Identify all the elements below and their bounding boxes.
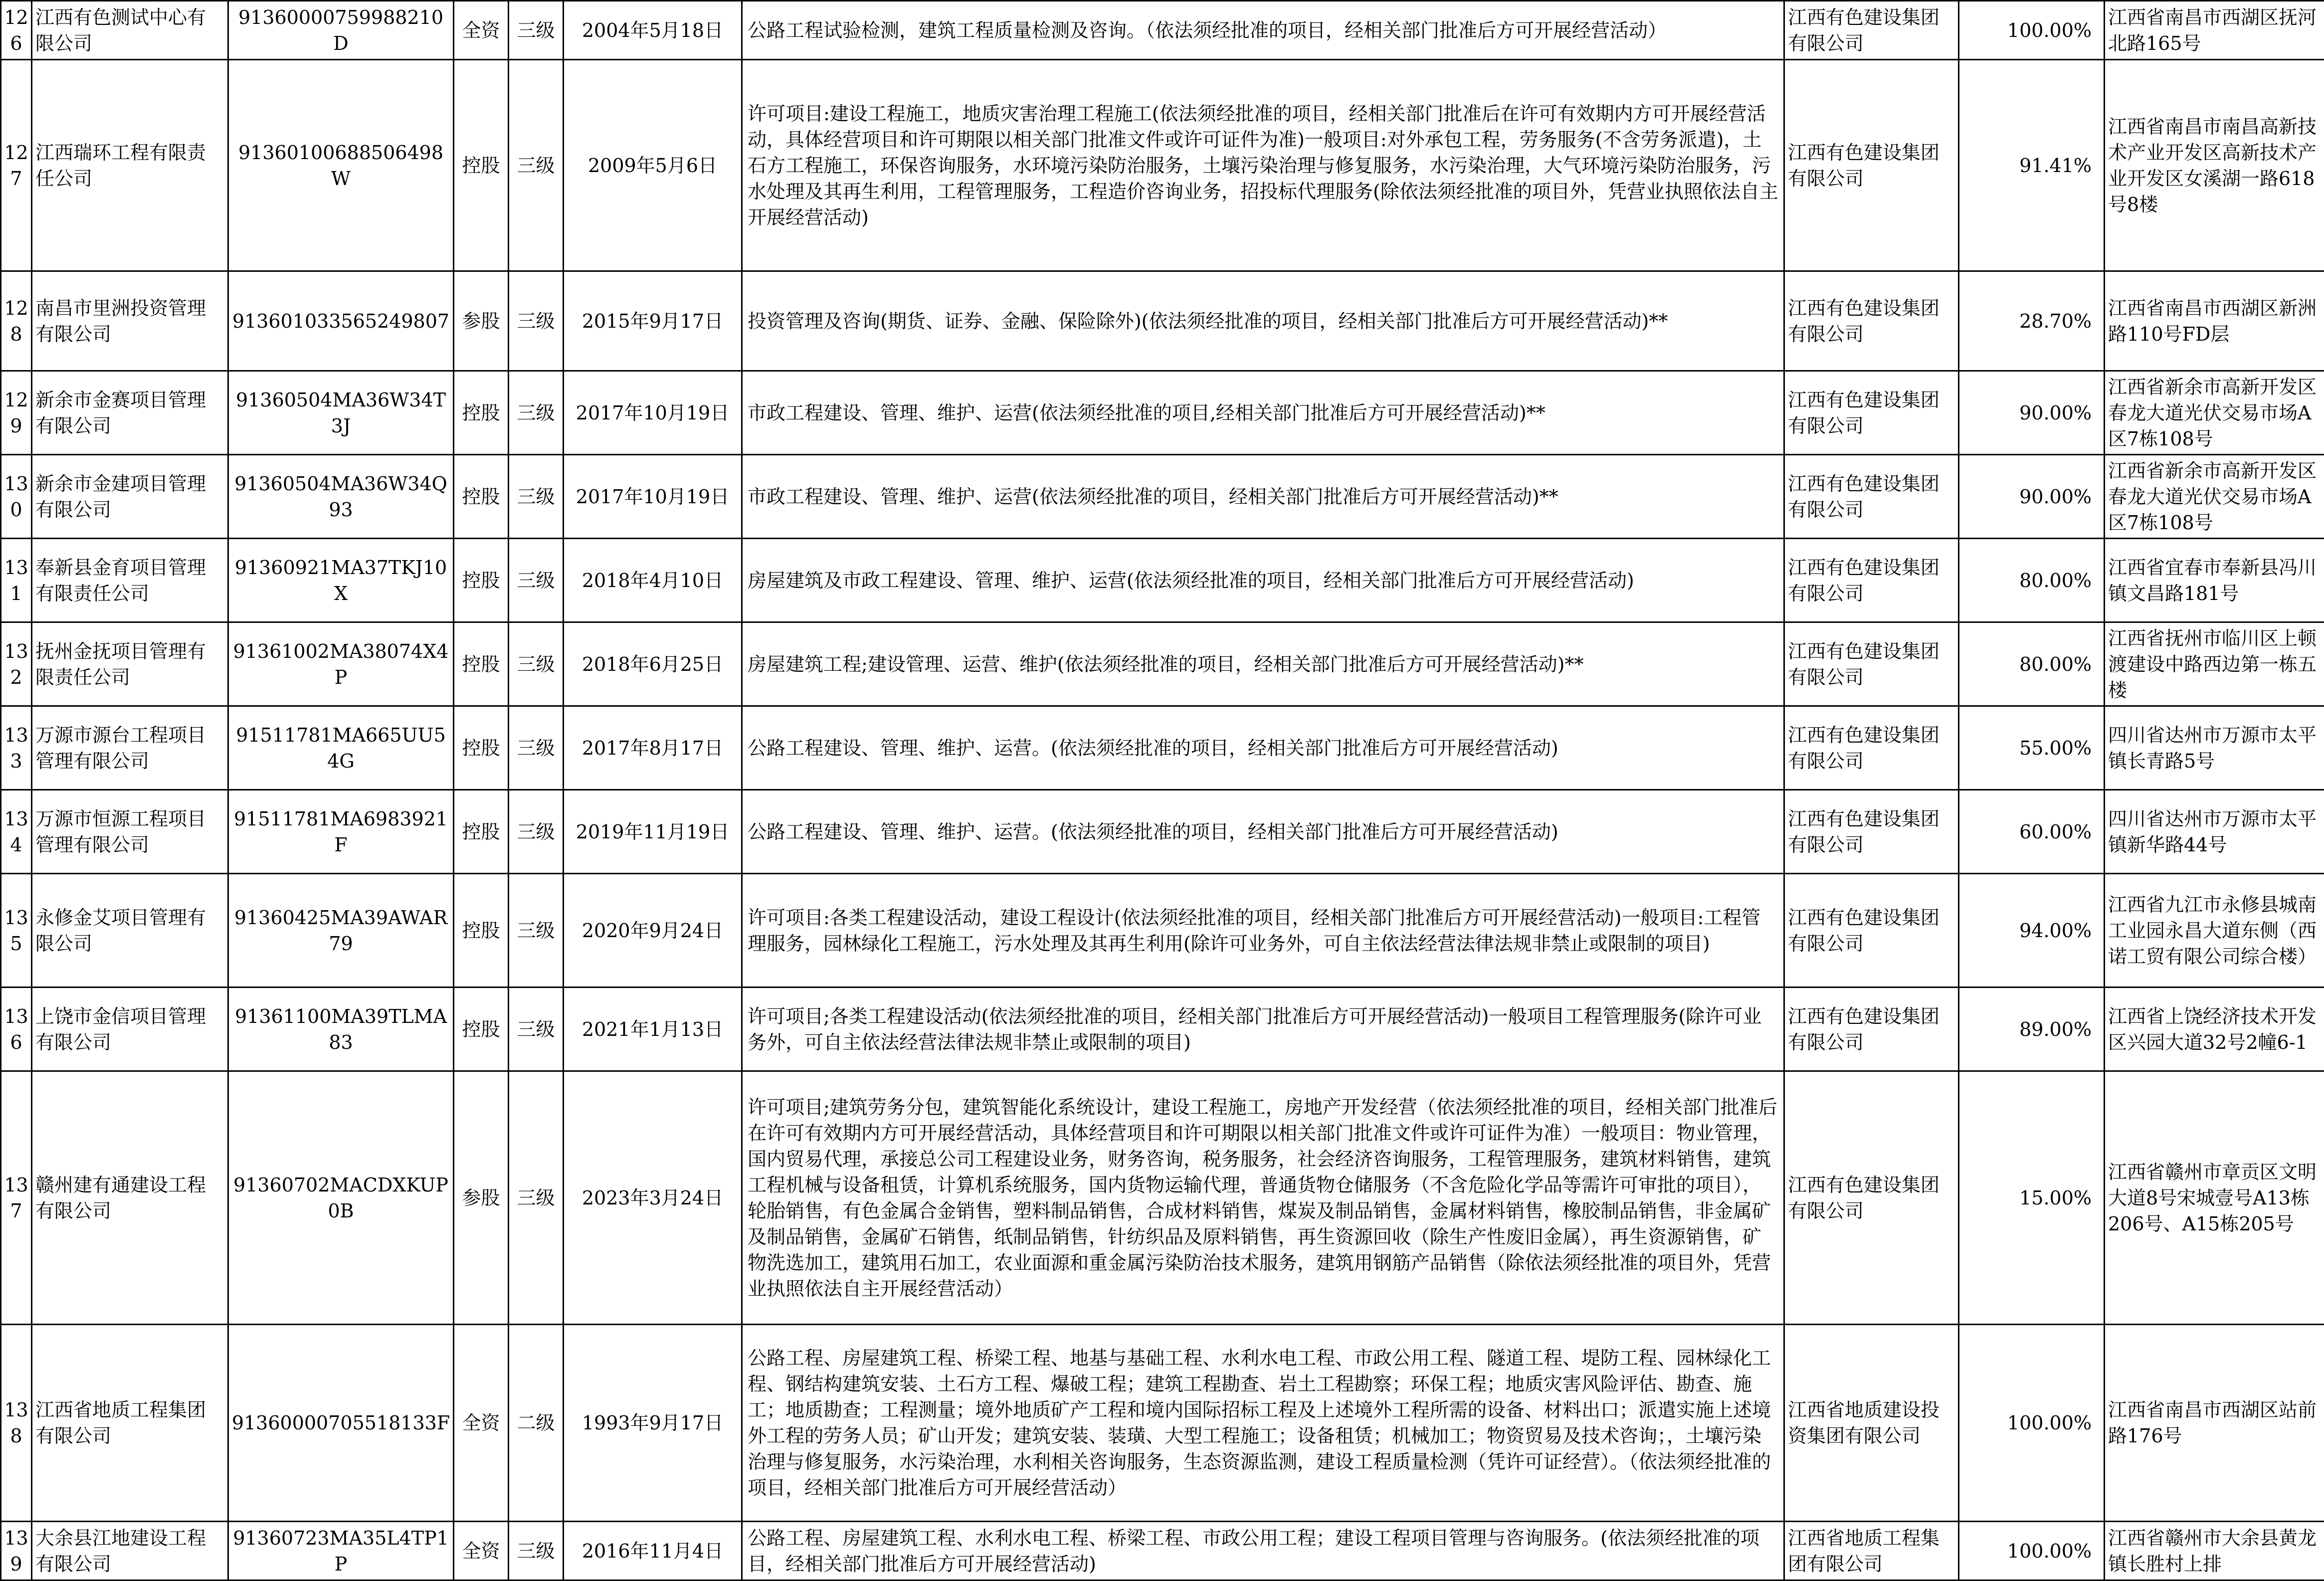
holding-type-cell: 控股 xyxy=(454,988,509,1071)
holding-type-cell: 控股 xyxy=(454,622,509,706)
credit-code-cell: 91360504MA36W34T3J xyxy=(228,371,454,455)
business-scope-cell: 房屋建筑及市政工程建设、管理、维护、运营(依法须经批准的项目，经相关部门批准后方可开展经营活动) xyxy=(742,539,1784,622)
row-number-cell: 132 xyxy=(1,622,32,706)
business-scope-cell: 市政工程建设、管理、维护、运营(依法须经批准的项目,经相关部门批准后方可开展经营活动)** xyxy=(742,371,1784,455)
holding-type-cell: 全资 xyxy=(454,1522,509,1581)
share-ratio-cell: 94.00% xyxy=(1959,874,2105,988)
company-name-cell: 万源市源台工程项目管理有限公司 xyxy=(32,706,228,790)
address-cell: 江西省上饶经济技术开发区兴园大道32号2幢6-1 xyxy=(2105,988,2324,1071)
credit-code-cell: 91360103356524980​7 xyxy=(228,271,454,371)
address-cell: 江西省南昌市西湖区抚河北路165号 xyxy=(2105,1,2324,60)
shareholder-cell: 江西有色建设集团有限公司 xyxy=(1784,874,1959,988)
shareholder-cell: 江西有色建设集团有限公司 xyxy=(1784,706,1959,790)
credit-code-cell: 91361100MA39TLMA83 xyxy=(228,988,454,1071)
row-number-cell: 129 xyxy=(1,371,32,455)
share-ratio-cell: 100.00% xyxy=(1959,1522,2105,1581)
company-name-cell: 赣州建有通建设工程有限公司 xyxy=(32,1071,228,1325)
table-row xyxy=(1,1071,2324,1325)
shareholder-cell: 江西有色建设集团有限公司 xyxy=(1784,60,1959,271)
share-ratio-cell: 100.00% xyxy=(1959,1325,2105,1522)
shareholder-cell: 江西省地质工程集团有限公司 xyxy=(1784,1522,1959,1581)
shareholder-cell: 江西有色建设集团有限公司 xyxy=(1784,539,1959,622)
company-name-cell: 抚州金抚项目管理有限责任公司 xyxy=(32,622,228,706)
credit-code-cell: 91511781MA6983921F xyxy=(228,790,454,874)
row-number-cell: 135 xyxy=(1,874,32,988)
company-name-cell: 江西有色测试中心有限公司 xyxy=(32,1,228,60)
level-cell: 三级 xyxy=(509,1,564,60)
shareholder-cell: 江西有色建设集团有限公司 xyxy=(1784,988,1959,1071)
share-ratio-cell: 60.00% xyxy=(1959,790,2105,874)
share-ratio-cell: 90.00% xyxy=(1959,455,2105,539)
share-ratio-cell: 100.00% xyxy=(1959,1,2105,60)
share-ratio-cell: 80.00% xyxy=(1959,539,2105,622)
table-row xyxy=(1,271,2324,371)
shareholder-cell: 江西有色建设集团有限公司 xyxy=(1784,790,1959,874)
business-scope-cell: 公路工程建设、管理、维护、运营。(依法须经批准的项目，经相关部门批准后方可开展经营活动) xyxy=(742,706,1784,790)
row-number-cell: 130 xyxy=(1,455,32,539)
share-ratio-cell: 89.00% xyxy=(1959,988,2105,1071)
established-date-cell: 1993年9月17日 xyxy=(564,1325,742,1522)
holding-type-cell: 控股 xyxy=(454,371,509,455)
level-cell: 三级 xyxy=(509,622,564,706)
row-number-cell: 138 xyxy=(1,1325,32,1522)
row-number-cell: 134 xyxy=(1,790,32,874)
business-scope-cell: 投资管理及咨询(期货、证券、金融、保险除外)(依法须经批准的项目，经相关部门批准后方可开展经营活动)** xyxy=(742,271,1784,371)
level-cell: 三级 xyxy=(509,271,564,371)
address-cell: 江西省九江市永修县城南工业园永昌大道东侧（西诺工贸有限公司综合楼） xyxy=(2105,874,2324,988)
address-cell: 江西省赣州市章贡区文明大道8号宋城壹号A13栋206号、A15栋205号 xyxy=(2105,1071,2324,1325)
established-date-cell: 2004年5月18日 xyxy=(564,1,742,60)
table-row xyxy=(1,706,2324,790)
business-scope-cell: 市政工程建设、管理、维护、运营(依法须经批准的项目，经相关部门批准后方可开展经营活动)** xyxy=(742,455,1784,539)
business-scope-cell: 公路工程、房屋建筑工程、桥梁工程、地基与基础工程、水利水电工程、市政公用工程、隧道工程、堤防工程、园林绿化工程、钢结构建筑安装、土石方工程、爆破工程；建筑工程勘查、岩土工程勘察；环保工程；地质灾害风险评估、勘查、施工；地质勘查；工程测量；境外地质矿产工程和境内国际招标工程及上述境外工程所需的设备、材料出口；派遣实施上述境外工程的劳务人员；矿山开发；建筑安装、装璜、大型工程施工；设备租赁；机械加工；物资贸易及技术咨询；，土壤污染治理与修复服务，水污染治理，水利相关咨询服务，生态资源监测，建设工程质量检测（凭许可证经营）。（依法须经批准的项目，经相关部门批准后方可开展经营活动） xyxy=(742,1325,1784,1522)
business-scope-cell: 许可项目:各类工程建设活动，建设工程设计(依法须经批准的项目，经相关部门批准后方可开展经营活动)一般项目:工程管理服务，园林绿化工程施工，污水处理及其再生利用(除许可业务外，可自主依法经营法律法规非禁止或限制的项目) xyxy=(742,874,1784,988)
address-cell: 江西省南昌市南昌高新技术产业开发区高新技术产业开发区女溪湖一路618号8楼 xyxy=(2105,60,2324,271)
address-cell: 江西省南昌市西湖区新洲路110号FD层 xyxy=(2105,271,2324,371)
business-scope-cell: 公路工程、房屋建筑工程、水利水电工程、桥梁工程、市政公用工程；建设工程项目管理与咨询服务。(依法须经批准的项目，经相关部门批准后方可开展经营活动) xyxy=(742,1522,1784,1581)
table-row xyxy=(1,539,2324,622)
table-row xyxy=(1,622,2324,706)
company-name-cell: 奉新县金育项目管理有限责任公司 xyxy=(32,539,228,622)
table-row xyxy=(1,60,2324,271)
level-cell: 三级 xyxy=(509,1071,564,1325)
business-scope-cell: 许可项目;建筑劳务分包，建筑智能化系统设计，建设工程施工，房地产开发经营（依法须经批准的项目，经相关部门批准后在许可有效期内方可开展经营活动，具体经营项目和许可期限以相关部门批准文件或许可证件为准）一般项目：物业管理，国内贸易代理，承接总公司工程建设业务，财务咨询，税务服务，社会经济咨询服务，工程管理服务，建筑材料销售，建筑工程机械与设备租赁，计算机系统服务，国内货物运输代理，普通货物仓储服务（不含危险化学品等需许可审批的项目），轮胎销售，有色金属合金销售，塑料制品销售，合成材料销售，煤炭及制品销售，金属材料销售，橡胶制品销售，非金属矿及制品销售，金属矿石销售，纸制品销售，针纺织品及原料销售，再生资源回收（除生产性废旧金属），再生资源销售，矿物洗选加工，建筑用石加工，农业面源和重金属污染防治技术服务，建筑用钢筋产品销售（除依法须经批准的项目外，凭营业执照依法自主开展经营活动） xyxy=(742,1071,1784,1325)
company-name-cell: 大余县江地建设工程有限公司 xyxy=(32,1522,228,1581)
share-ratio-cell: 91.41% xyxy=(1959,60,2105,271)
credit-code-cell: 91360000759988210D xyxy=(228,1,454,60)
share-ratio-cell: 15.00% xyxy=(1959,1071,2105,1325)
table-row xyxy=(1,1522,2324,1581)
row-number-cell: 133 xyxy=(1,706,32,790)
holding-type-cell: 控股 xyxy=(454,706,509,790)
row-number-cell: 139 xyxy=(1,1522,32,1581)
shareholder-cell: 江西有色建设集团有限公司 xyxy=(1784,455,1959,539)
credit-code-cell: 91360921MA37TKJ10X xyxy=(228,539,454,622)
holding-type-cell: 控股 xyxy=(454,60,509,271)
established-date-cell: 2021年1月13日 xyxy=(564,988,742,1071)
established-date-cell: 2015年9月17日 xyxy=(564,271,742,371)
established-date-cell: 2009年5月6日 xyxy=(564,60,742,271)
established-date-cell: 2019年11月19日 xyxy=(564,790,742,874)
company-name-cell: 永修金艾项目管理有限公司 xyxy=(32,874,228,988)
credit-code-cell: 91360702MACDXKUP0B xyxy=(228,1071,454,1325)
company-name-cell: 新余市金赛项目管理有限公司 xyxy=(32,371,228,455)
row-number-cell: 131 xyxy=(1,539,32,622)
credit-code-cell: 91360100688506498W xyxy=(228,60,454,271)
established-date-cell: 2017年8月17日 xyxy=(564,706,742,790)
level-cell: 二级 xyxy=(509,1325,564,1522)
level-cell: 三级 xyxy=(509,60,564,271)
row-number-cell: 137 xyxy=(1,1071,32,1325)
level-cell: 三级 xyxy=(509,874,564,988)
business-scope-cell: 房屋建筑工程;建设管理、运营、维护(依法须经批准的项目，经相关部门批准后方可开展经营活动)** xyxy=(742,622,1784,706)
company-name-cell: 新余市金建项目管理有限公司 xyxy=(32,455,228,539)
table-row xyxy=(1,790,2324,874)
table-row xyxy=(1,988,2324,1071)
established-date-cell: 2018年4月10日 xyxy=(564,539,742,622)
company-name-cell: 上饶市金信项目管理有限公司 xyxy=(32,988,228,1071)
table-row xyxy=(1,1325,2324,1522)
share-ratio-cell: 90.00% xyxy=(1959,371,2105,455)
share-ratio-cell: 55.00% xyxy=(1959,706,2105,790)
level-cell: 三级 xyxy=(509,790,564,874)
table-row xyxy=(1,874,2324,988)
credit-code-cell: 91360504MA36W34Q93 xyxy=(228,455,454,539)
address-cell: 四川省达州市万源市太平镇新华路44号 xyxy=(2105,790,2324,874)
company-name-cell: 江西省地质工程集团有限公司 xyxy=(32,1325,228,1522)
row-number-cell: 127 xyxy=(1,60,32,271)
shareholder-cell: 江西有色建设集团有限公司 xyxy=(1784,271,1959,371)
established-date-cell: 2016年11月4日 xyxy=(564,1522,742,1581)
address-cell: 江西省赣州市大余县黄龙镇长胜村上排 xyxy=(2105,1522,2324,1581)
established-date-cell: 2017年10月19日 xyxy=(564,371,742,455)
holding-type-cell: 控股 xyxy=(454,455,509,539)
share-ratio-cell: 28.70% xyxy=(1959,271,2105,371)
shareholder-cell: 江西省地质建设投资集团有限公司 xyxy=(1784,1325,1959,1522)
shareholder-cell: 江西有色建设集团有限公司 xyxy=(1784,1,1959,60)
company-name-cell: 南昌市里洲投资管理有限公司 xyxy=(32,271,228,371)
address-cell: 四川省达州市万源市太平镇长青路5号 xyxy=(2105,706,2324,790)
address-cell: 江西省新余市高新开发区春龙大道光伏交易市场A区7栋108号 xyxy=(2105,371,2324,455)
credit-code-cell: 91360723MA35L4TP1P xyxy=(228,1522,454,1581)
level-cell: 三级 xyxy=(509,371,564,455)
business-scope-cell: 公路工程建设、管理、维护、运营。(依法须经批准的项目，经相关部门批准后方可开展经营活动) xyxy=(742,790,1784,874)
shareholder-cell: 江西有色建设集团有限公司 xyxy=(1784,1071,1959,1325)
holding-type-cell: 控股 xyxy=(454,539,509,622)
level-cell: 三级 xyxy=(509,455,564,539)
holding-type-cell: 控股 xyxy=(454,874,509,988)
established-date-cell: 2020年9月24日 xyxy=(564,874,742,988)
business-scope-cell: 许可项目:建设工程施工，地质灾害治理工程施工(依法须经批准的项目，经相关部门批准后在许可有效期内方可开展经营活动，具体经营项目和许可期限以相关部门批准文件或许可证件为准)一般项目:对外承包工程，劳务服务(不含劳务派遣)，土石方工程施工，环保咨询服务，水环境污染防治服务，土壤污染治理与修复服务，水污染治理，大气环境污染防治服务，污水处理及其再生利用，工程管理服务，工程造价咨询业务，招投标代理服务(除依法须经批准的项目外，凭营业执照依法自主开展经营活动) xyxy=(742,60,1784,271)
holding-type-cell: 控股 xyxy=(454,790,509,874)
holding-type-cell: 全资 xyxy=(454,1325,509,1522)
address-cell: 江西省宜春市奉新县冯川镇文昌路181号 xyxy=(2105,539,2324,622)
established-date-cell: 2017年10月19日 xyxy=(564,455,742,539)
shareholder-cell: 江西有色建设集团有限公司 xyxy=(1784,371,1959,455)
level-cell: 三级 xyxy=(509,706,564,790)
business-scope-cell: 许可项目;各类工程建设活动(依法须经批准的项目，经相关部门批准后方可开展经营活动)一般项目工程管理服务(除许可业务外，可自主依法经营法律法规非禁止或限制的项目) xyxy=(742,988,1784,1071)
row-number-cell: 126 xyxy=(1,1,32,60)
established-date-cell: 2018年6月25日 xyxy=(564,622,742,706)
address-cell: 江西省抚州市临川区上顿渡建设中路西边第一栋五楼 xyxy=(2105,622,2324,706)
address-cell: 江西省南昌市西湖区站前路176号 xyxy=(2105,1325,2324,1522)
credit-code-cell: 91361002MA38074X4P xyxy=(228,622,454,706)
holding-type-cell: 参股 xyxy=(454,271,509,371)
company-name-cell: 万源市恒源工程项目管理有限公司 xyxy=(32,790,228,874)
share-ratio-cell: 80.00% xyxy=(1959,622,2105,706)
credit-code-cell: 91360000705518133F xyxy=(228,1325,454,1522)
table-row xyxy=(1,455,2324,539)
table-row xyxy=(1,371,2324,455)
row-number-cell: 128 xyxy=(1,271,32,371)
business-scope-cell: 公路工程试验检测，建筑工程质量检测及咨询。（依法须经批准的项目，经相关部门批准后方可开展经营活动） xyxy=(742,1,1784,60)
established-date-cell: 2023年3月24日 xyxy=(564,1071,742,1325)
row-number-cell: 136 xyxy=(1,988,32,1071)
credit-code-cell: 91360425MA39AWAR79 xyxy=(228,874,454,988)
credit-code-cell: 91511781MA665UU54G xyxy=(228,706,454,790)
holding-type-cell: 全资 xyxy=(454,1,509,60)
holding-type-cell: 参股 xyxy=(454,1071,509,1325)
company-name-cell: 江西瑞环工程有限责任公司 xyxy=(32,60,228,271)
table-row xyxy=(1,1,2324,60)
shareholder-cell: 江西有色建设集团有限公司 xyxy=(1784,622,1959,706)
address-cell: 江西省新余市高新开发区春龙大道光伏交易市场A区7栋108号 xyxy=(2105,455,2324,539)
level-cell: 三级 xyxy=(509,988,564,1071)
level-cell: 三级 xyxy=(509,1522,564,1581)
level-cell: 三级 xyxy=(509,539,564,622)
